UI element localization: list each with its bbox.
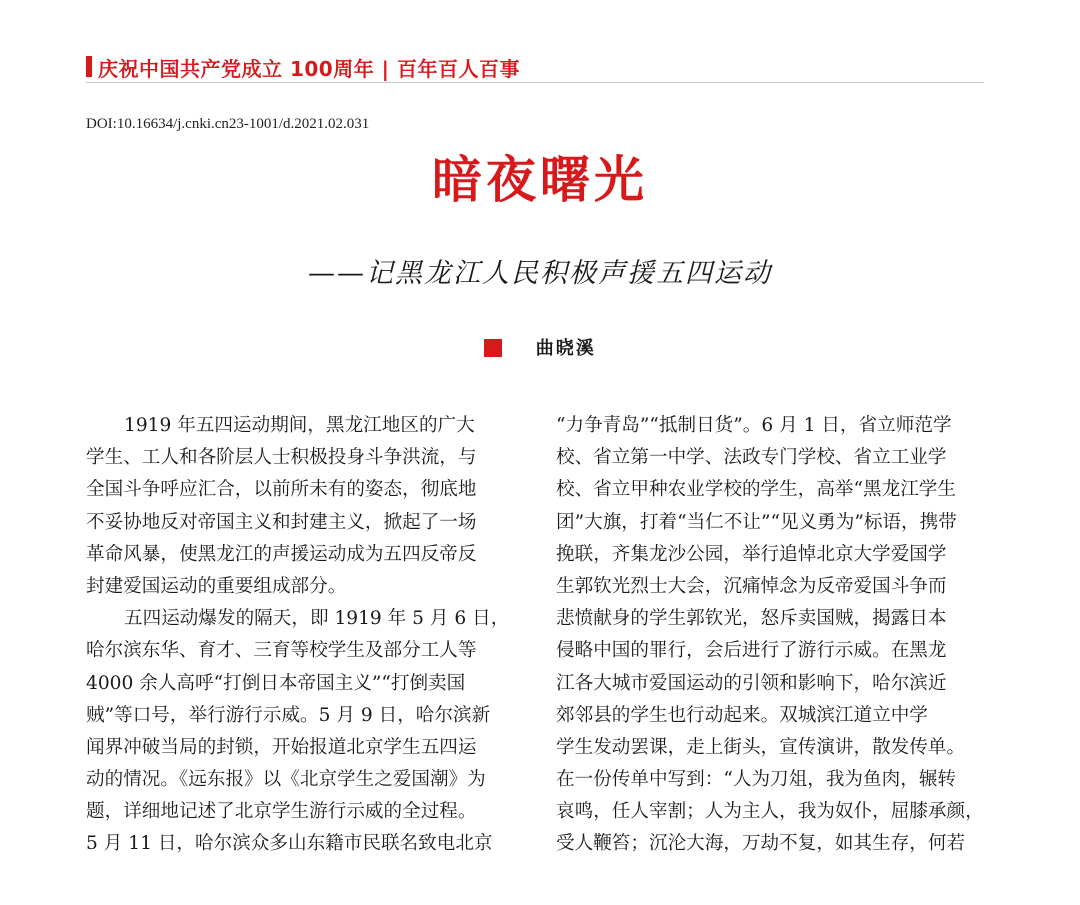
text-line: 5 月 11 日，哈尔滨众多山东籍市民联名致电北京: [86, 833, 493, 855]
author-line: [0, 337, 1080, 361]
text-line: 侵略中国的罪行，会后进行了游行示威。在黑龙: [556, 640, 947, 662]
doi-text: DOI:10.16634/j.cnki.cn23-1001/d.2021.02.031: [86, 116, 370, 132]
header-accent-bar: [86, 56, 92, 77]
section-header: [86, 52, 984, 83]
text-line: 校、省立第一中学、法政专门学校、省立工业学: [556, 447, 947, 469]
text-line: 五四运动爆发的隔天，即 1919 年 5 月 6 日，: [124, 608, 510, 630]
body-column-left: [86, 410, 518, 861]
text-line: 团”大旗，打着“当仁不让”“见义勇为”标语，携带: [556, 511, 957, 533]
body-column-right: [556, 410, 988, 861]
text-line: 贼”等口号，举行游行示威。5 月 9 日，哈尔滨新: [86, 704, 491, 726]
text-line: 4000 余人高呼“打倒日本帝国主义”“打倒卖国: [86, 672, 466, 694]
text-line: 学生、工人和各阶层人士积极投身斗争洪流，与: [86, 447, 477, 469]
author-name: 曲晓溪: [535, 338, 596, 359]
text-line: 生郭钦光烈士大会，沉痛悼念为反帝爱国斗争而: [556, 575, 947, 597]
header-text: 庆祝中国共产党成立 100周年 | 百年百人百事: [98, 57, 520, 81]
text-line: 闻界冲破当局的封锁，开始报道北京学生五四运: [86, 736, 477, 758]
text-line: 不妥协地反对帝国主义和封建主义，掀起了一场: [86, 511, 477, 533]
text-line: 挽联，齐集龙沙公园，举行追悼北京大学爱国学: [556, 543, 947, 565]
text-line: “力争青岛”“抵制日货”。6 月 1 日，省立师范学: [556, 415, 952, 436]
text-line: 受人鞭笞；沉沦大海，万劫不复，如其生存，何若: [556, 833, 966, 855]
article-title: 暗夜曙光: [432, 151, 648, 209]
text-line: 哀鸣，任人宰割；人为主人，我为奴仆，屈膝承颜，: [556, 801, 984, 823]
text-line: 题，详细地记述了北京学生游行示威的全过程。: [86, 801, 477, 823]
text-line: 江各大城市爱国运动的引领和影响下，哈尔滨近: [556, 672, 947, 694]
text-line: 校、省立甲种农业学校的学生，高举“黑龙江学生: [556, 479, 956, 501]
text-line: 封建爱国运动的重要组成部分。: [86, 575, 347, 597]
text-line: 哈尔滨东华、育才、三育等校学生及部分工人等: [86, 640, 477, 662]
article-subtitle: ——记黑龙江人民积极声援五四运动: [308, 258, 772, 289]
author-marker-square: [484, 339, 502, 357]
text-line: 在一份传单中写到：“人为刀俎，我为鱼肉，辗转: [556, 769, 956, 791]
text-line: 全国斗争呼应汇合，以前所未有的姿态，彻底地: [86, 479, 477, 501]
text-line: 学生发动罢课，走上街头，宣传演讲，散发传单。: [556, 736, 966, 758]
text-line: 1919 年五四运动期间，黑龙江地区的广大: [124, 415, 475, 436]
text-line: 郊邻县的学生也行动起来。双城滨江道立中学: [556, 704, 928, 726]
text-line: 革命风暴，使黑龙江的声援运动成为五四反帝反: [86, 543, 477, 565]
text-line: 动的情况。《远东报》以《北京学生之爱国潮》为: [86, 769, 486, 791]
text-line: 悲愤献身的学生郭钦光，怒斥卖国贼，揭露日本: [556, 608, 947, 630]
